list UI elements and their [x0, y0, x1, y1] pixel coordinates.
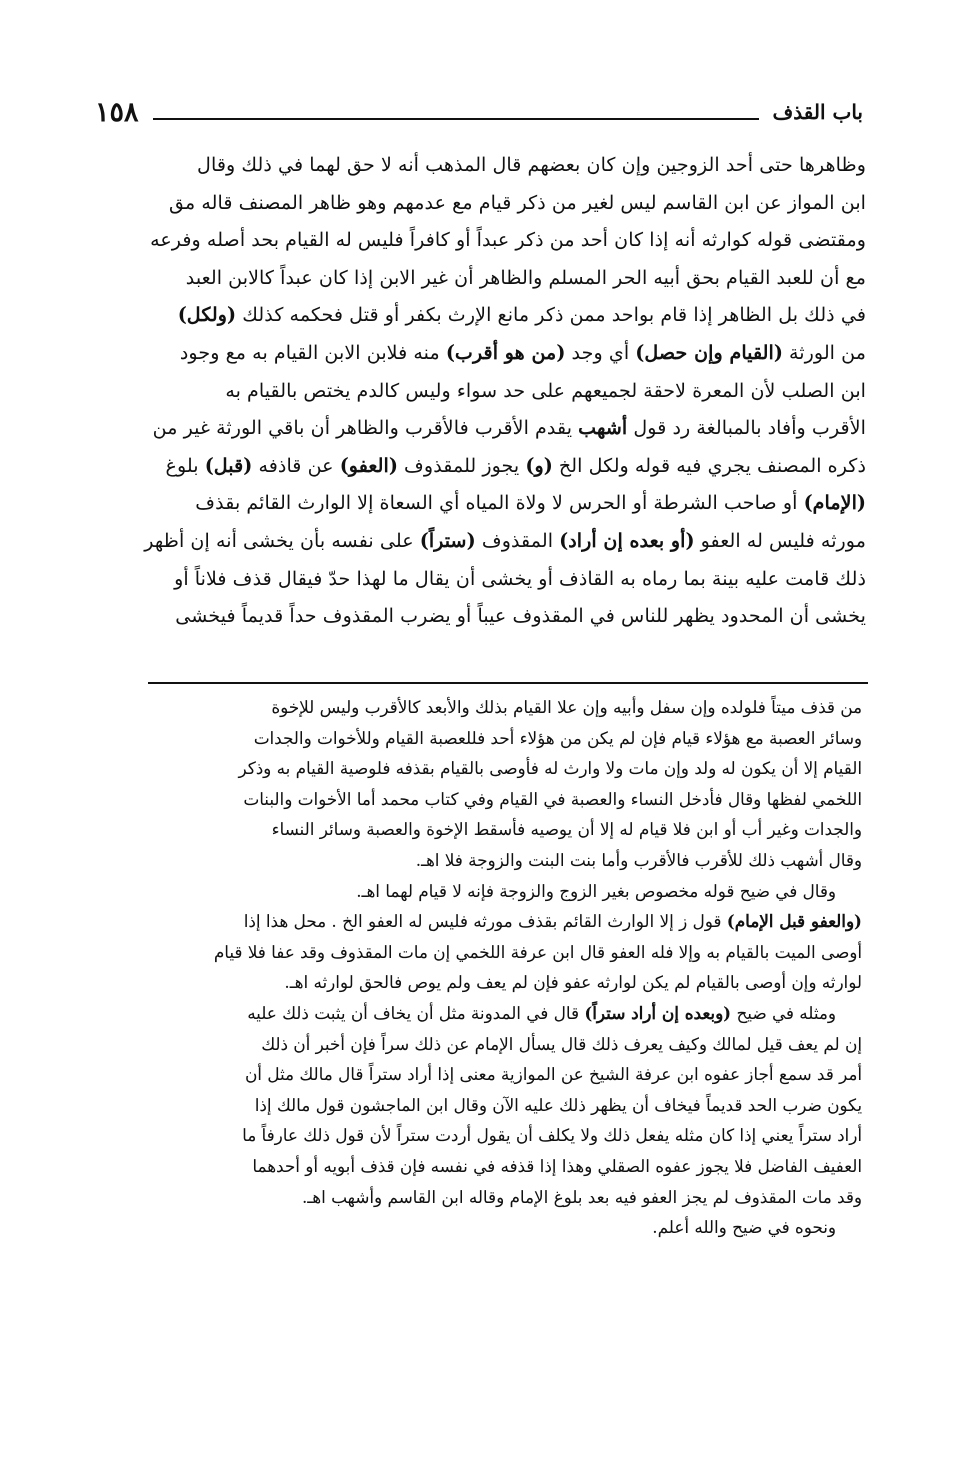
bold-term: (العفو)	[339, 453, 398, 477]
text-line	[94, 484, 866, 522]
text-run: أو صاحب الشرطة أو الحرس لا ولاة المياه أي السعاة إلا الوارث القائم بقذف	[195, 491, 804, 515]
text-line	[94, 447, 866, 485]
footnote-line	[94, 998, 862, 1029]
bold-term: (و)	[525, 453, 553, 477]
text-run: عن قاذفه	[252, 453, 340, 477]
bold-term: (من هو أقرب)	[445, 340, 566, 364]
text-line: ومقتضى قوله كوارثه أنه إذا كان أحد من ذكر عبداً أو كافراً فليس له القيام بحد أصله وفرعه	[150, 228, 866, 252]
text-line: مع أن للعبد القيام بحق أبيه الحر المسلم والظاهر أن غير الابن إذا كان عبداً كالابن العبد	[185, 265, 866, 289]
text-line	[94, 522, 866, 560]
text-line: يخشى أن المحدود يظهر للناس في المقذوف عيباً أو يضرب المقذوف حداً قديماً فيخشى	[175, 604, 866, 628]
bold-term: أشهب	[578, 416, 628, 440]
bold-term: (الإمام)	[803, 491, 866, 515]
text-run: المقذوف	[475, 528, 560, 552]
footnote-paragraph	[94, 906, 862, 998]
page-number: ١٥٨	[95, 96, 139, 128]
main-text	[94, 146, 866, 635]
footnote-line: إن لم يعف قيل لمالك وكيف يعرف ذلك قال يسأل الإمام عن ذلك سراً فإن أخبر أن ذلك	[261, 1033, 862, 1054]
footnote-line: اللخمي لفظها وقال فأدخل النساء والعصبة في القيام وفي كتاب محمد أما الأخوات والبنات	[243, 788, 862, 809]
text-line	[94, 296, 866, 334]
footnote-line: العفيف الفاضل فلا يجوز عفوه الصقلي وهذا إذا قذفه في نفسه فإن قذف أبويه أو أحدهما	[252, 1155, 862, 1176]
footnote-line: القيام إلا أن يكون له ولد وإن مات ولا وارث له فأوصى بالقيام بقذفه فلوصية القيام به وذكر	[238, 758, 862, 779]
text-run: يقدم الأقرب فالأقرب والظاهر أن باقي الورثة غير من	[152, 416, 579, 440]
text-run: يجوز للمقذوف	[397, 453, 526, 477]
text-run: قول ز إلا الوارث القائم بقذف مورثه فليس له العفو الخ . محل هذا إذا	[243, 911, 727, 932]
footnote-line: ونحوه في ضيح والله أعلم.	[652, 1217, 836, 1238]
footnote-separator	[148, 682, 868, 684]
chapter-title: باب القذف	[772, 100, 863, 124]
text-line	[94, 409, 866, 447]
main-paragraph	[94, 146, 866, 635]
text-run: على نفسه بأن يخشى أنه إن أظهر	[144, 528, 420, 552]
footnote-line	[94, 906, 862, 937]
text-run: الأقرب وأفاد بالمبالغة رد قول	[627, 416, 866, 440]
bold-term: (قبل)	[204, 453, 253, 477]
footnote-line: وقد مات المقذوف لم يجز العفو فيه بعد بلوغ الإمام وقاله ابن القاسم وأشهب اهـ.	[301, 1186, 862, 1207]
bold-term: (أو بعده إن أراد)	[559, 528, 695, 552]
footnote-line: لوارثه وإن أوصى بالقيام لم يكن لوارثه عفو فإن لم يعف ولم يوص فالحق لوارثه اهـ.	[284, 972, 862, 993]
bold-term: (ولكل)	[177, 303, 237, 327]
text-run: قال في المدونة مثل أن يخاف أن يثبت ذلك عليه	[247, 1002, 585, 1023]
footnote-paragraph	[94, 692, 862, 876]
text-line: ابن المواز عن ابن القاسم ليس لغير من ذكر قيام مع عدمهم وهو ظاهر المصنف قاله مق	[169, 190, 866, 214]
bold-term: (والعفو قبل الإمام)	[726, 911, 862, 932]
text-run: مورثه فليس له العفو	[694, 528, 866, 552]
footnote-line: أوصى الميت بالقيام به وإلا فله العفو قال ابن عرفة اللخمي إن مات المقذوف وقد عفا فلا قيام	[213, 941, 862, 962]
text-run: في ذلك بل الظاهر إذا قام بواحد ممن ذكر مانع الإرث بكفر أو قتل فحكمه كذلك	[236, 303, 866, 327]
footnote-paragraph	[94, 876, 862, 907]
text-run: من الورثة	[782, 340, 866, 364]
text-run: ومثله في ضيح	[731, 1002, 836, 1023]
text-line: ذلك قامت عليه بينة بما رماه به القاذف أو يخشى أن يقال ما لهذا حدّ فيقال قذف فلاناً أو	[174, 566, 866, 590]
footnote-line: وقال في ضيح قوله مخصوص بغير الزوج والزوجة فإنه لا قيام لهما اهـ.	[356, 880, 836, 901]
bold-term: (القيام وإن حصل)	[635, 340, 783, 364]
footnote-line: أراد ستراً يعني إذا كان مثله يفعل ذلك ولا يكلف أن يقول أردت ستراً لأن قول ذلك عارفاً ما	[242, 1125, 862, 1146]
footnote-line: يكون ضرب الحد قديماً فيخاف أن يظهر ذلك عليه الآن وقال ابن الماجشون قول مالك إذا	[254, 1094, 862, 1115]
footnote-line: وقال أشهب ذلك للأقرب فالأقرب وأما بنت البنت والزوجة فلا اهـ.	[415, 849, 862, 870]
footnote-line: من قذف ميتاً فلولده وإن سفل وأبيه وإن علا القيام بذلك والأبعد كالأقرب وليس للإخوة	[271, 697, 862, 717]
text-run: ذكره المصنف يجري فيه قوله ولكل الخ	[552, 453, 866, 477]
footnote-paragraph	[94, 1212, 862, 1243]
text-run: بلوغ	[165, 453, 205, 477]
footnote-paragraph	[94, 998, 862, 1212]
footnotes	[94, 692, 862, 1243]
text-run: أي وجد	[565, 340, 636, 364]
bold-term: (وبعده إن أراد ستراً)	[584, 1002, 732, 1023]
footnote-line: وسائر العصبة مع هؤلاء قيام فإن لم يكن من هؤلاء أحد فللعصبة القيام وللأخوات والجدات	[253, 727, 862, 748]
text-line: وظاهرها حتى أحد الزوجين وإن كان بعضهم قال المذهب أنه لا حق لهما في ذلك وقال	[197, 153, 866, 176]
text-line: ابن الصلب لأن المعرة لاحقة لجميعهم على حد سواء وليس كالدم يختص بالقيام به	[225, 378, 866, 402]
text-line	[94, 334, 866, 372]
text-run: منه فلابن الابن القيام به مع وجود	[179, 340, 446, 364]
footnote-line: والجدات وغير أب أو ابن فلا قيام له إلا أن يوصيه فأسقط الإخوة والعصبة وسائر النساء	[271, 819, 862, 840]
page-header	[95, 92, 863, 132]
footnote-line: أمر قد سمع أجاز عفوه ابن عرفة الشيخ عن الموازية معنى إذا أراد ستراً قال مالك مثل أن	[244, 1064, 862, 1085]
header-rule	[153, 118, 759, 120]
bold-term: (ستراً)	[419, 528, 476, 552]
